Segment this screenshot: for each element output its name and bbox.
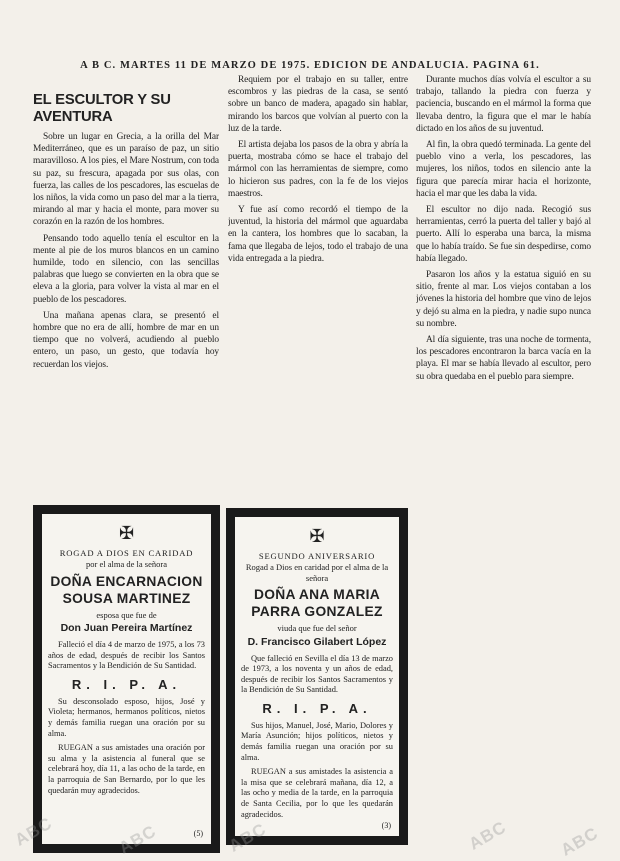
paragraph: Requiem por el trabajo en su taller, entre escombros y las piedras de la casa, se sentó sobre un banco de madera, apagado sin hablar, mirando los barcos que volvían al puerto con la luz de la tarde. — [228, 75, 408, 134]
family-text: Su desconsolado esposo, hijos, José y Violeta; hermanos, hermanos políticos, nietos y demás familia ruegan una oración por su alma. — [48, 696, 205, 738]
paragraph: Pasaron los años y la estatua siguió en su sitio, frente al mar. Los viejos contaban a los jóvenes la historia del hombre que vino de lejos y dejó su alma en la piedra, y nadie supo nunca su nombre. — [416, 270, 591, 329]
paragraph: Al día siguiente, tras una noche de tormenta, los pescadores encontraron la barca vacía en la playa. El mar se había llevado al escultor, pero su obra quedaba en el pueblo para siempre. — [416, 335, 591, 382]
notice-heading: ROGAD A DIOS EN CARIDAD — [59, 548, 194, 558]
watermark: ABC — [557, 823, 602, 860]
obituary-notice-sousa — [33, 505, 220, 853]
ad-code: (3) — [381, 821, 391, 830]
notice-subheading: por el alma de la señora — [86, 559, 167, 569]
mass-text: RUEGAN a sus amistades la asistencia a la misa que se celebrará mañana, día 12, a las ocho y media de la tarde, en la parroquia de Santa Cecilia, por lo que les quedarán agradecidos. — [241, 767, 393, 819]
ripa-label: R. I. P. A. — [262, 700, 372, 716]
paragraph: Al fin, la obra quedó terminada. La gente del pueblo vino a verla, los pescadores, las mujeres, los niños, todos en silencio ante la figura que parecía mirar hacia el horizonte, hacia el mar que les daba la vida. — [416, 140, 591, 199]
notice-text: Falleció el día 4 de marzo de 1975, a los 73 años de edad, después de recibir los Santos Sacramentos y la Bendición de Su Santidad. — [48, 640, 205, 671]
paragraph: El artista dejaba los pasos de la obra y abría la puerta, mostraba cómo se hace el trabajo del mármol con las herramientas de siempre, como lo hicieron sus padres, con la fe de los viejos maestros. — [228, 140, 408, 199]
deceased-name: DOÑA ANA MARIA PARRA GONZALEZ — [251, 587, 383, 619]
paragraph: El escultor no dijo nada. Recogió sus herramientas, cerró la puerta del taller y bajó al puerto. Allí lo esperaba una barca, la misma que lo había traído. Se fue sin despedirse, como había llegado. — [416, 205, 591, 264]
deceased-name: DOÑA ENCARNACION SOUSA MARTINEZ — [50, 573, 203, 606]
watermark: ABC — [225, 819, 270, 856]
paragraph: Y fue así como recordó el tiempo de la juventud, la historia del mármol que aguardaba en la cantera, los hombres que lo sacaban, la fama que llegaba de lejos, todo el trabajo de una vida entregada a la piedra. — [228, 205, 408, 264]
paragraph: Sobre un lugar en Grecia, a la orilla del Mar Mediterráneo, que es un paraíso de paz, un sitio maravilloso. A los pies, el Mare Nostrum, con toda su paz, su frescura, apagada por sus olas, con fuerza, las calles de los pescadores, las escuelas de los niños, la vida como un paso del mar a la tierra, mirando al mar y hacia el monte, para mover su corazón en la razón de los hombres. — [33, 132, 219, 228]
paragraph: Pensando todo aquello tenía el escultor en la mente al pie de los muros blancos en un camino humilde, todo en silencio, con las sencillas palabras que luego se convierten en la obra que se eleva a la gloria, para volver la vista al mar en el pueblo de los pescadores. — [33, 233, 219, 305]
paragraph: Durante muchos días volvía el escultor a su trabajo, tallando la piedra con fuerza y paciencia, buscando en el mármol la forma que llevaba dentro, la figura que el mar le había dictado en los años de su juventud. — [416, 75, 591, 134]
article-column-3 — [416, 74, 591, 852]
spouse-name: D. Francisco Gilabert López — [247, 635, 387, 648]
notice-subheading: Rogad a Dios en caridad por el alma de la señora — [245, 562, 389, 583]
watermark: ABC — [465, 817, 510, 854]
notice-heading: SEGUNDO ANIVERSARIO — [258, 551, 376, 561]
spouse-name: Don Juan Pereira Martínez — [60, 622, 193, 634]
watermark: ABC — [115, 821, 160, 858]
article-column-2 — [228, 74, 408, 500]
family-text: Sus hijos, Manuel, José, Mario, Dolores y María Asunción; hijos políticos, nietos y demás familia ruegan una oración por su alma. — [241, 720, 393, 762]
cross-icon: ✠ — [118, 523, 135, 543]
ad-code: (5) — [193, 829, 203, 838]
spouse-label: esposa que fue de — [96, 609, 157, 620]
article-column-1 — [33, 92, 219, 502]
page-header: A B C. MARTES 11 DE MARZO DE 1975. EDICION DE ANDALUCIA. PAGINA 61. — [80, 60, 540, 71]
article-title: EL ESCULTOR Y SU AVENTURA — [33, 92, 171, 125]
obituary-notice-parra — [226, 508, 408, 845]
notice-text: Que falleció en Sevilla el día 13 de marzo de 1973, a los noventa y un años de edad, después de recibir los Santos Sacramentos y la Bendición de Su Santidad. — [241, 653, 393, 695]
cross-icon: ✠ — [309, 526, 325, 546]
watermark: ABC — [11, 813, 56, 850]
spouse-label: viuda que fue del señor — [277, 623, 357, 633]
ripa-label: R. I. P. A. — [71, 676, 182, 692]
mass-text: RUEGAN a sus amistades una oración por su alma y la asistencia al funeral que se celebrará hoy, día 11, a las ocho de la tarde, en la parroquia de San Bernardo, por lo que les quedarán muy agradecidos. — [48, 743, 205, 795]
paragraph: Una mañana apenas clara, se presentó el hombre que no era de allí, hombre de mar en un tiempo que no volverá, acudiendo al pueblo entero, un paso, un gesto, que todavía hoy recuerdan los viejos. — [33, 310, 219, 370]
